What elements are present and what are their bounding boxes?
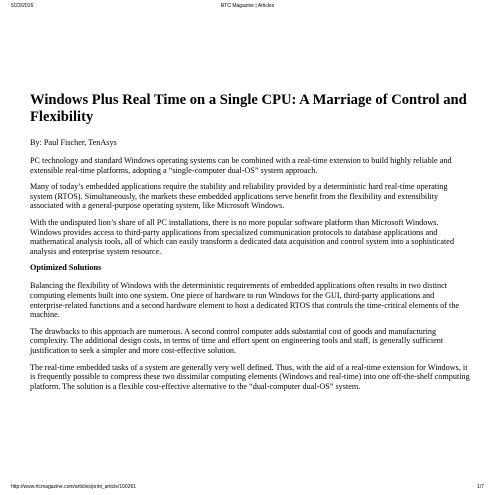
article-byline: By: Paul Fischer, TenAsys	[30, 138, 117, 147]
article	[30, 92, 470, 391]
paragraph-4: Balancing the flexibility of Windows with the deterministic requirements of embedded applications often results in two distinct computing elements built into one system. One piece of hardware to run Windows for the GUI, third-party applications and enterprise-related functions and a second hardware element to host a dedicated RTOS that controls the time-critical elements of the machine.	[30, 281, 460, 320]
paragraph-2: Many of today’s embedded applications require the stability and reliability provided by a deterministic hard real-time operating system (RTOS). Simultaneously, the markets these embedded applications serve benefit from the flexibility and extensibility associated with a general-purpose operating system, like Microsoft Windows.	[30, 182, 448, 211]
article-url: http://www.rtcmagazine.com/articles/print_article/100261	[11, 484, 137, 490]
page-number: 1/7	[477, 484, 484, 490]
section-heading: Optimized Solutions	[30, 263, 102, 273]
paragraph-3: With the undisputed lion’s share of all PC installations, there is no more popular software platform than Microsoft Windows. Windows provides access to third-party applications from specialized communication protocols to database applications and mathematical analysis tools, all of which can easily transform a dedicated data acquisition and control system into a sophisticated analysis and enterprise system resource.	[30, 217, 455, 256]
site-title: RTC Magazine | Articles	[220, 3, 275, 9]
paragraph-5: The drawbacks to this approach are numerous. A second control computer adds substantial cost of goods and manufacturing complexity. The additional design costs, in terms of time and effort spent on engineering tools and staff, is generally sufficient justification to seek a simpler and more cost-effective solution.	[30, 326, 444, 355]
print-header	[0, 1, 495, 11]
print-footer	[0, 482, 495, 492]
paragraph-1: PC technology and standard Windows operating systems can be combined with a real-time extension to build highly reliable and extensible real-time platforms, adopting a “single-computer dual-OS” system approach.	[30, 156, 452, 175]
paragraph-6: The real-time embedded tasks of a system are generally very well defined. Thus, with the aid of a real-time extension for Windows, it is frequently possible to compress these two dissimilar computing elements (Windows and real-time) into one off-the-shelf computing platform. The solution is a flexible cost-effective alternative to the “dual-computer dual-OS” system.	[30, 362, 470, 391]
print-date: 5/22/2016	[11, 3, 34, 9]
article-title: Windows Plus Real Time on a Single CPU: A Marriage of Control and Flexibility	[30, 92, 467, 125]
